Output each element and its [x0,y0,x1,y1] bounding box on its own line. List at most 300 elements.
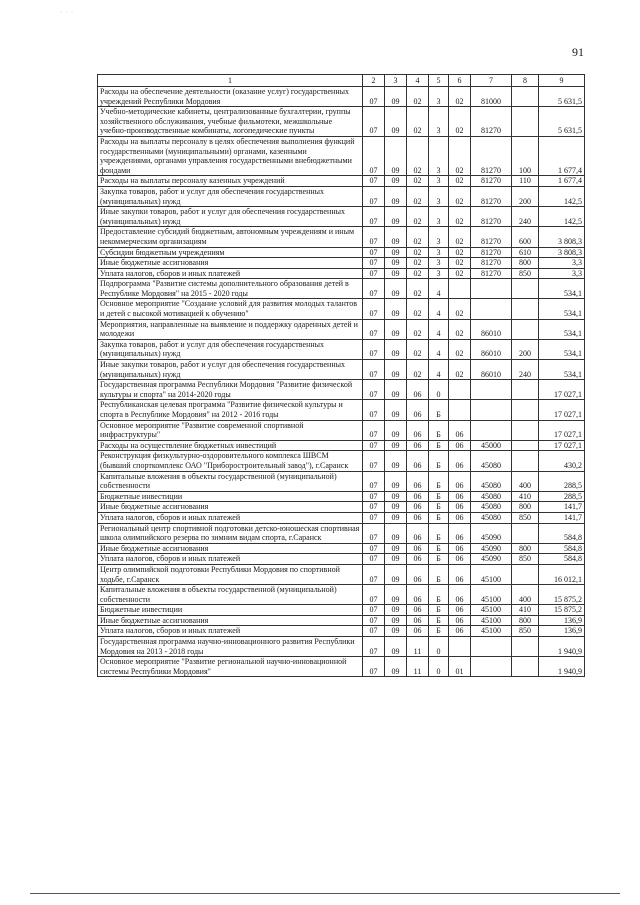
sub-cell: Б [429,491,449,502]
prog-cell: 02 [407,258,429,269]
table-row [98,87,585,107]
sum-cell: 534,1 [539,360,585,380]
pr-cell: 09 [385,523,407,543]
name-cell: Учебно-методические кабинеты, централизованные бухгалтерии, группы хозяйственного обслуживания, учебные фильмотеки, межшкольные учебно-производственные комбинаты, логопедические пункты [98,107,363,137]
dir-cell: 02 [449,339,471,359]
vr-cell [512,279,539,299]
rz-cell: 07 [363,186,385,206]
pr-cell: 09 [385,440,407,451]
table-row [98,186,585,206]
csr-cell: 81270 [471,107,512,137]
prog-cell: 02 [407,107,429,137]
sum-cell: 142,5 [539,207,585,227]
pr-cell: 09 [385,554,407,565]
prog-cell: 06 [407,512,429,523]
table-row [98,626,585,637]
csr-cell: 45080 [471,451,512,471]
dir-cell: 06 [449,615,471,626]
pr-cell: 09 [385,136,407,175]
sum-cell: 584,8 [539,554,585,565]
dir-cell: 06 [449,471,471,491]
dir-cell: 06 [449,440,471,451]
rz-cell: 07 [363,107,385,137]
sum-cell: 136,9 [539,615,585,626]
sub-cell: Б [429,502,449,513]
vr-cell: 240 [512,207,539,227]
csr-cell [471,637,512,657]
pr-cell: 09 [385,491,407,502]
sum-cell: 288,5 [539,491,585,502]
sub-cell: 3 [429,186,449,206]
sum-cell: 3 808,3 [539,247,585,258]
sub-cell: Б [429,451,449,471]
vr-cell: 600 [512,227,539,247]
csr-cell: 86010 [471,319,512,339]
prog-cell: 06 [407,380,429,400]
sub-cell: 3 [429,258,449,269]
sum-cell: 3 808,3 [539,227,585,247]
header-cell: 1 [98,75,363,87]
table-row [98,339,585,359]
sum-cell: 1 677,4 [539,176,585,187]
vr-cell: 410 [512,491,539,502]
prog-cell: 06 [407,451,429,471]
name-cell: Центр олимпийской подготовки Республики Мордовия по спортивной ходьбе, г.Саранск [98,564,363,584]
dir-cell [449,279,471,299]
vr-cell [512,523,539,543]
name-cell: Закупка товаров, работ и услуг для обеспечения государственных (муниципальных) нужд [98,186,363,206]
pr-cell: 09 [385,176,407,187]
sub-cell: 3 [429,87,449,107]
sub-cell: 3 [429,268,449,279]
rz-cell: 07 [363,605,385,616]
table-row [98,380,585,400]
table-row [98,512,585,523]
rz-cell: 07 [363,87,385,107]
table-row [98,523,585,543]
dir-cell [449,380,471,400]
table-row [98,564,585,584]
name-cell: Иные бюджетные ассигнования [98,502,363,513]
dir-cell: 06 [449,554,471,565]
prog-cell: 06 [407,400,429,420]
dir-cell: 06 [449,564,471,584]
csr-cell: 45090 [471,554,512,565]
csr-cell [471,400,512,420]
name-cell: Республиканская целевая программа "Развитие физической культуры и спорта в Республике Мордовия" на 2012 - 2016 годы [98,400,363,420]
csr-cell: 81270 [471,186,512,206]
pr-cell: 09 [385,279,407,299]
dir-cell [449,637,471,657]
dir-cell: 06 [449,491,471,502]
vr-cell: 400 [512,471,539,491]
name-cell: Расходы на осуществление бюджетных инвестиций [98,440,363,451]
sum-cell: 15 875,2 [539,605,585,616]
table-row [98,491,585,502]
sub-cell: 0 [429,657,449,677]
name-cell: Закупка товаров, работ и услуг для обеспечения государственных (муниципальных) нужд [98,339,363,359]
prog-cell: 06 [407,605,429,616]
dir-cell [449,400,471,420]
name-cell: Государственная программа научно-инновационного развития Республики Мордовия на 2013 - 2018 годы [98,637,363,657]
name-cell: Иные бюджетные ассигнования [98,543,363,554]
vr-cell: 400 [512,585,539,605]
dir-cell: 02 [449,87,471,107]
csr-cell [471,657,512,677]
table-row [98,543,585,554]
vr-cell: 200 [512,186,539,206]
pr-cell: 09 [385,247,407,258]
vr-cell [512,451,539,471]
vr-cell: 240 [512,360,539,380]
name-cell: Уплата налогов, сборов и иных платежей [98,554,363,565]
dir-cell: 02 [449,319,471,339]
name-cell: Иные закупки товаров, работ и услуг для обеспечения государственных (муниципальных) нужд [98,207,363,227]
pr-cell: 09 [385,512,407,523]
pr-cell: 09 [385,564,407,584]
sub-cell: Б [429,585,449,605]
rz-cell: 07 [363,299,385,319]
pr-cell: 09 [385,657,407,677]
prog-cell: 06 [407,585,429,605]
pr-cell: 09 [385,605,407,616]
header-cell: 4 [407,75,429,87]
name-cell: Капитальные вложения в объекты государственной (муниципальной) собственности [98,471,363,491]
rz-cell: 07 [363,543,385,554]
prog-cell: 02 [407,339,429,359]
pr-cell: 09 [385,380,407,400]
sub-cell: Б [429,626,449,637]
prog-cell: 06 [407,626,429,637]
csr-cell: 81270 [471,247,512,258]
header-cell: 8 [512,75,539,87]
vr-cell [512,319,539,339]
prog-cell: 02 [407,319,429,339]
dir-cell: 02 [449,207,471,227]
name-cell: Государственная программа Республики Мордовия "Развитие физической культуры и спорта" на 2014-2020 годы [98,380,363,400]
prog-cell: 02 [407,176,429,187]
rz-cell: 07 [363,657,385,677]
csr-cell: 81270 [471,227,512,247]
prog-cell: 02 [407,227,429,247]
table-row [98,136,585,175]
sum-cell: 584,8 [539,543,585,554]
dir-cell: 06 [449,585,471,605]
pr-cell: 09 [385,268,407,279]
vr-cell: 800 [512,615,539,626]
name-cell: Иные бюджетные ассигнования [98,615,363,626]
rz-cell: 07 [363,451,385,471]
rz-cell: 07 [363,268,385,279]
csr-cell: 81270 [471,136,512,175]
table-row [98,502,585,513]
dir-cell: 06 [449,605,471,616]
sub-cell: 0 [429,637,449,657]
csr-cell: 45000 [471,440,512,451]
prog-cell: 06 [407,543,429,554]
table-row [98,657,585,677]
sum-cell: 1 940,9 [539,637,585,657]
dir-cell: 06 [449,523,471,543]
pr-cell: 09 [385,339,407,359]
header-cell: 3 [385,75,407,87]
rz-cell: 07 [363,136,385,175]
name-cell: Уплата налогов, сборов и иных платежей [98,268,363,279]
pr-cell: 09 [385,258,407,269]
sum-cell: 141,7 [539,502,585,513]
sum-cell: 17 027,1 [539,420,585,440]
pr-cell: 09 [385,107,407,137]
prog-cell: 06 [407,420,429,440]
name-cell: Основное мероприятие "Развитие современной спортивной инфраструктуры" [98,420,363,440]
prog-cell: 02 [407,87,429,107]
dir-cell: 06 [449,543,471,554]
table-row [98,471,585,491]
header-cell: 2 [363,75,385,87]
sub-cell: 3 [429,247,449,258]
sub-cell: Б [429,554,449,565]
csr-cell [471,380,512,400]
table-row [98,360,585,380]
page-number: 91 [572,45,584,59]
pr-cell: 09 [385,502,407,513]
pr-cell: 09 [385,585,407,605]
table-row [98,420,585,440]
sum-cell: 17 027,1 [539,400,585,420]
vr-cell [512,400,539,420]
prog-cell: 06 [407,471,429,491]
sum-cell: 534,1 [539,339,585,359]
rz-cell: 07 [363,319,385,339]
sub-cell: 3 [429,176,449,187]
dir-cell: 02 [449,258,471,269]
prog-cell: 06 [407,615,429,626]
sum-cell: 5 631,5 [539,107,585,137]
sum-cell: 1 940,9 [539,657,585,677]
sub-cell: 4 [429,279,449,299]
csr-cell: 81270 [471,207,512,227]
sub-cell: 3 [429,227,449,247]
name-cell: Бюджетные инвестиции [98,605,363,616]
rz-cell: 07 [363,207,385,227]
prog-cell: 02 [407,299,429,319]
sub-cell: 4 [429,299,449,319]
table-row [98,279,585,299]
rz-cell: 07 [363,400,385,420]
sum-cell: 584,8 [539,523,585,543]
dir-cell: 06 [449,420,471,440]
prog-cell: 11 [407,657,429,677]
vr-cell: 850 [512,626,539,637]
prog-cell: 06 [407,502,429,513]
name-cell: Капитальные вложения в объекты государственной (муниципальной) собственности [98,585,363,605]
header-cell: 7 [471,75,512,87]
table-row [98,585,585,605]
table-header-row [98,75,585,87]
csr-cell: 86010 [471,360,512,380]
rz-cell: 07 [363,471,385,491]
pr-cell: 09 [385,319,407,339]
name-cell: Мероприятия, направленные на выявление и поддержку одаренных детей и молодежи [98,319,363,339]
prog-cell: 02 [407,360,429,380]
rz-cell: 07 [363,502,385,513]
table-row [98,107,585,137]
dir-cell: 02 [449,176,471,187]
table-row [98,554,585,565]
sum-cell: 430,2 [539,451,585,471]
name-cell: Субсидии бюджетным учреждениям [98,247,363,258]
dir-cell: 06 [449,502,471,513]
rz-cell: 07 [363,523,385,543]
name-cell: Региональный центр спортивной подготовки детско-юношеская спортивная школа олимпийского резерва по зимним видам спорта, г.Саранск [98,523,363,543]
table-row [98,319,585,339]
table-row [98,268,585,279]
sub-cell: 3 [429,207,449,227]
sum-cell: 15 875,2 [539,585,585,605]
pr-cell: 09 [385,626,407,637]
csr-cell: 81270 [471,258,512,269]
table-row [98,615,585,626]
vr-cell: 800 [512,543,539,554]
sub-cell: 0 [429,380,449,400]
rz-cell: 07 [363,440,385,451]
rz-cell: 07 [363,491,385,502]
table-row [98,451,585,471]
dir-cell: 01 [449,657,471,677]
sum-cell: 136,9 [539,626,585,637]
sub-cell: 4 [429,360,449,380]
vr-cell: 850 [512,268,539,279]
prog-cell: 02 [407,136,429,175]
csr-cell [471,299,512,319]
prog-cell: 06 [407,523,429,543]
sum-cell: 5 631,5 [539,87,585,107]
sub-cell: 4 [429,339,449,359]
pr-cell: 09 [385,400,407,420]
rz-cell: 07 [363,227,385,247]
rz-cell: 07 [363,380,385,400]
name-cell: Расходы на обеспечение деятельности (оказание услуг) государственных учреждений Республики Мордовия [98,87,363,107]
sub-cell: Б [429,605,449,616]
table-row [98,440,585,451]
rz-cell: 07 [363,615,385,626]
pr-cell: 09 [385,207,407,227]
dir-cell: 06 [449,626,471,637]
rz-cell: 07 [363,176,385,187]
sum-cell: 17 027,1 [539,380,585,400]
csr-cell: 45100 [471,605,512,616]
rz-cell: 07 [363,564,385,584]
pr-cell: 09 [385,451,407,471]
name-cell: Уплата налогов, сборов и иных платежей [98,512,363,523]
table-row [98,400,585,420]
sum-cell: 288,5 [539,471,585,491]
vr-cell: 850 [512,554,539,565]
table-row [98,176,585,187]
header-cell: 5 [429,75,449,87]
name-cell: Реконструкция физкультурно-оздоровительного комплекса ШВСМ (бывший спорткомплекс ОАО "Приборостроительный завод"), г.Саранск [98,451,363,471]
sub-cell: Б [429,523,449,543]
prog-cell: 02 [407,207,429,227]
dir-cell: 02 [449,299,471,319]
rz-cell: 07 [363,626,385,637]
vr-cell: 410 [512,605,539,616]
name-cell: Основное мероприятие "Развитие региональной научно-инновационной системы Республики Мордовия" [98,657,363,677]
sum-cell: 3,3 [539,258,585,269]
prog-cell: 06 [407,554,429,565]
name-cell: Расходы на выплаты персоналу в целях обеспечения выполнения функций государственными (муниципальными) органами, казенными учреждениями, органами управления государственными внебюджетными фондами [98,136,363,175]
pr-cell: 09 [385,420,407,440]
sum-cell: 534,1 [539,279,585,299]
rz-cell: 07 [363,247,385,258]
sub-cell: Б [429,564,449,584]
sum-cell: 1 677,4 [539,136,585,175]
header-cell: 9 [539,75,585,87]
name-cell: Подпрограмма "Развитие системы дополнительного образования детей в Республике Мордовия" на 2015 - 2020 годы [98,279,363,299]
name-cell: Иные закупки товаров, работ и услуг для обеспечения государственных (муниципальных) нужд [98,360,363,380]
sub-cell: Б [429,420,449,440]
pr-cell: 09 [385,471,407,491]
sub-cell: Б [429,615,449,626]
csr-cell [471,420,512,440]
vr-cell [512,299,539,319]
vr-cell: 800 [512,502,539,513]
csr-cell: 45080 [471,512,512,523]
scan-mark: · · · [60,10,74,16]
prog-cell: 02 [407,268,429,279]
csr-cell: 86010 [471,339,512,359]
table-row [98,637,585,657]
prog-cell: 02 [407,279,429,299]
sum-cell: 16 012,1 [539,564,585,584]
dir-cell: 02 [449,186,471,206]
vr-cell [512,87,539,107]
prog-cell: 06 [407,491,429,502]
rz-cell: 07 [363,585,385,605]
vr-cell: 100 [512,136,539,175]
dir-cell: 02 [449,107,471,137]
pr-cell: 09 [385,227,407,247]
pr-cell: 09 [385,615,407,626]
csr-cell: 45100 [471,626,512,637]
budget-table [97,74,585,677]
csr-cell: 81270 [471,176,512,187]
name-cell: Предоставление субсидий бюджетным, автономным учреждениям и иным некоммерческим организациям [98,227,363,247]
rz-cell: 07 [363,360,385,380]
pr-cell: 09 [385,186,407,206]
rz-cell: 07 [363,512,385,523]
vr-cell [512,637,539,657]
bottom-rule [30,893,620,894]
vr-cell [512,380,539,400]
name-cell: Бюджетные инвестиции [98,491,363,502]
dir-cell: 02 [449,268,471,279]
dir-cell: 02 [449,136,471,175]
sub-cell: 3 [429,107,449,137]
pr-cell: 09 [385,360,407,380]
vr-cell [512,107,539,137]
sum-cell: 17 027,1 [539,440,585,451]
vr-cell: 850 [512,512,539,523]
csr-cell: 45090 [471,543,512,554]
csr-cell: 45100 [471,564,512,584]
vr-cell: 610 [512,247,539,258]
dir-cell: 02 [449,247,471,258]
pr-cell: 09 [385,299,407,319]
table-row [98,258,585,269]
table-row [98,605,585,616]
sub-cell: Б [429,471,449,491]
